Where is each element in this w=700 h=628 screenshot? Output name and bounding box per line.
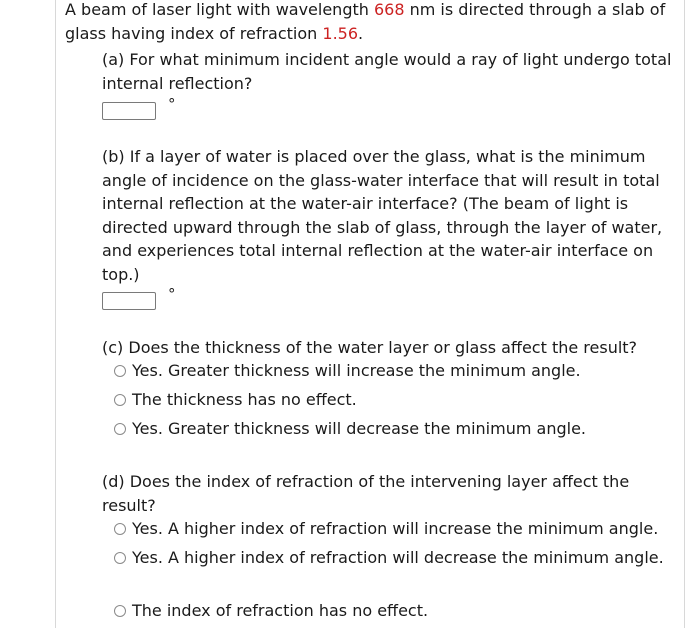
radio-button[interactable] [114,552,126,564]
refraction-index-value: 1.56 [322,23,359,43]
option-label: The index of refraction has no effect. [132,601,429,620]
option-label: Yes. Greater thickness will decrease the minimum angle. [132,419,586,438]
radio-button[interactable] [114,523,126,535]
radio-button[interactable] [114,394,126,406]
problem-statement [65,0,675,45]
part-c-option-1[interactable] [114,359,674,383]
part-a-question: (a) For what minimum incident angle would a ray of light undergo total internal reflection? [102,50,672,93]
wavelength-value: 668 [373,0,405,19]
part-d-option-3[interactable] [114,599,674,623]
radio-button[interactable] [114,605,126,617]
part-b-question: (b) If a layer of water is placed over the glass, what is the minimum angle of incidence on the glass-water interface that will result in total internal reflection at the water-air interface? (The beam of light is directed upward through the slab of glass, through the layer of water, and experiences total internal reflection at the water-air interface on top.) [102,147,663,284]
part-c-option-2[interactable] [114,388,674,412]
question-page [55,0,685,628]
option-label: Yes. Greater thickness will increase the minimum angle. [132,361,581,380]
intro-text-2: nm is directed through a slab of glass having index of refraction [65,0,666,43]
part-c-option-3[interactable] [114,417,674,441]
radio-button[interactable] [114,423,126,435]
part-c-question: (c) Does the thickness of the water layer or glass affect the result? [102,338,638,357]
part-a-degree-unit: ° [168,95,176,113]
option-label: Yes. A higher index of refraction will decrease the minimum angle. [132,548,664,567]
part-d-option-2[interactable] [114,546,674,570]
radio-button[interactable] [114,365,126,377]
part-d-option-1[interactable] [114,517,674,541]
part-b-degree-unit: ° [168,285,176,303]
part-d-question: (d) Does the index of refraction of the intervening layer affect the result? [102,472,630,515]
intro-text-end: . [358,23,364,43]
part-b-answer-input[interactable] [102,292,156,310]
option-label: Yes. A higher index of refraction will increase the minimum angle. [132,519,659,538]
option-label: The thickness has no effect. [132,390,357,409]
part-a-answer-input[interactable] [102,102,156,120]
intro-text-1: A beam of laser light with wavelength [65,0,374,19]
